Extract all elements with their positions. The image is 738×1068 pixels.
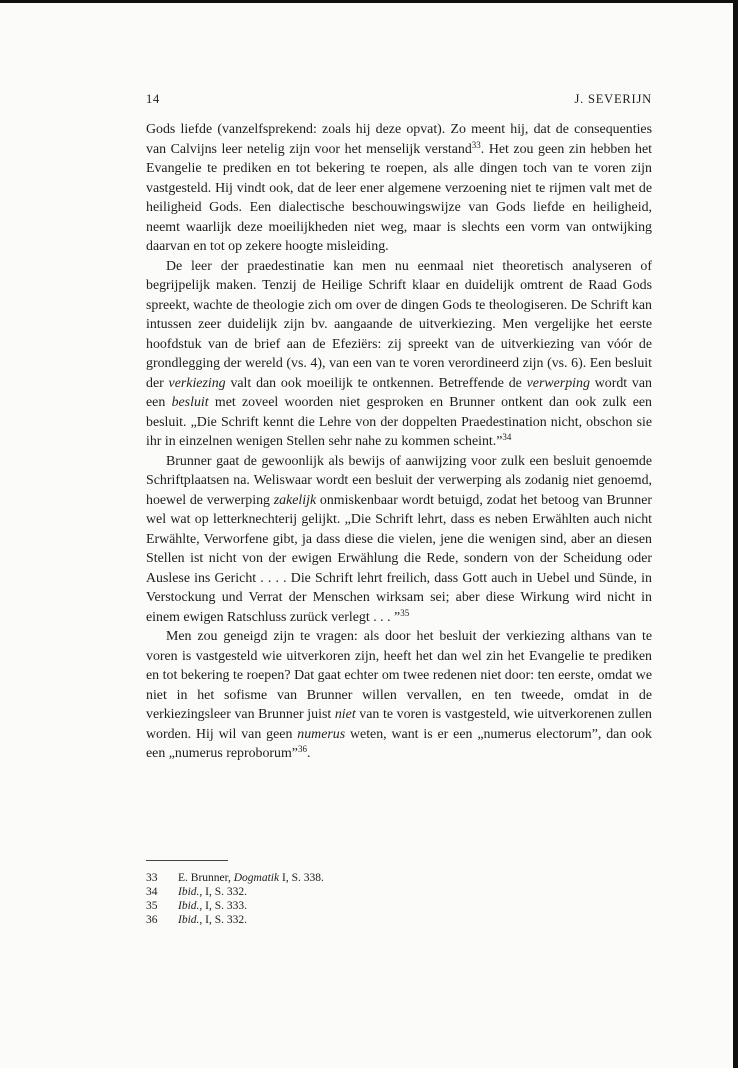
paragraph-text: van te voren is vastgesteld, wie uitverkorenen zullen worden. Hij wil van geen xyxy=(146,707,652,742)
paragraph xyxy=(146,627,652,764)
footnote-italic: Ibid. xyxy=(178,886,200,898)
footnote-text: , I, S. 332. xyxy=(199,886,248,898)
paragraph-text: Brunner gaat de gewoonlijk als bewijs of aanwijzing voor zulk een besluit genoemde Schriftplaatsen na. Weliswaar wordt een besluit der verwerping als zodanig niet genoemd, hoewel de verwerping xyxy=(146,453,652,508)
paragraph-text: valt dan ook moeilijk te ontkennen. Betreffende de xyxy=(225,375,527,391)
paragraph-text: onmiskenbaar wordt betuigd, zodat het betoog van Brunner wel wat op letterknechterij gelijkt. „Die Schrift lehrt, dass es neben Erwählten auch nicht Erwählte, Verworfene gibt, ja dass diese die vielen, jene die wenigen sind, aber an diesen Stellen ist nicht von der ewigen Erwählung die Rede, sondern von der Scheidung oder Auslese ins Gericht . . . . Die Schrift lehrt freilich, dass Gott auch in Uebel und Sünde, in Verstockung und Verrat der Menschen wirksam sei; aber diese Wirkung wird nicht in einem ewigen Ratschluss zurück verlegt . . . ” xyxy=(146,492,652,625)
paragraph-italic: numerus xyxy=(297,726,346,742)
footnote xyxy=(146,885,652,899)
paragraph-italic: verkiezing xyxy=(168,375,226,391)
footnote xyxy=(146,913,652,927)
paragraph-text: weten, want is er een „numerus electorum”, dan ook een „numerus reproborum” xyxy=(146,726,652,761)
paragraph-italic: verwerping xyxy=(526,375,590,391)
running-head-author: J. SEVERIJN xyxy=(574,92,652,106)
paragraph xyxy=(146,257,652,452)
scan-border-top xyxy=(0,0,738,3)
paragraph-text: De leer der praedestinatie kan men nu eenmaal niet theoretisch analyseren of begrijpelijk maken. Tenzij de Heilige Schrift klaar en duidelijk omtrent de Raad Gods spreekt, wachte de theologie zich om over de dingen Gods te theologiseren. De Schrift kan intussen zeer duidelijk zijn bv. aangaande de uitverkiezing. Men vergelijke het eerste hoofdstuk van de brief aan de Efeziërs: zij spreekt van de uitverkiezing van vóór de grondlegging der wereld (vs. 4), van een van te voren verordineerd zijn (vs. 6). Een besluit der xyxy=(146,258,652,391)
footnote-number: 33 xyxy=(146,872,158,884)
paragraph-text: met zoveel woorden niet gesproken en Brunner ontkent dan ook zulk een besluit. „Die Schrift kennt die Lehre von der doppelten Praedestination nicht, obschon sie ihr in einzelnen wenigen Stellen sehr nahe zu kommen scheint.” xyxy=(146,395,652,449)
paragraph-text: wordt van een xyxy=(146,375,652,410)
footnote-text xyxy=(178,871,324,885)
footnote-ref: 34 xyxy=(502,432,512,442)
footnote xyxy=(146,871,652,885)
paragraph-text: . Het zou geen zin hebben het Evangelie te prediken en tot bekering te roepen, als alle dingen toch van te voren zijn vastgesteld. Hij vindt ook, dat de leer ener algemene verzoening niet te rijmen valt met de heiligheid Gods. Een dialectische beschouwingswijze van Gods liefde en heiligheid, neemt waarlijk deze moeilijkheden niet weg, maar is slechts een vorm van ontwijking daarvan en tot op zekere hoogte misleiding. xyxy=(146,141,652,254)
footnote xyxy=(146,899,652,913)
paragraph-italic: besluit xyxy=(171,395,209,410)
paragraph-italic: niet xyxy=(334,707,356,722)
footnote-number: 35 xyxy=(146,900,158,912)
scan-border-right xyxy=(733,0,738,1068)
footnote-ref: 36 xyxy=(297,744,307,754)
footnote-divider xyxy=(146,860,228,861)
paragraph-text: . xyxy=(306,746,311,761)
footnote-italic: Ibid. xyxy=(178,914,200,926)
footnote-number: 36 xyxy=(146,914,158,926)
footnote-text xyxy=(178,885,247,899)
footnote-ref: 35 xyxy=(400,607,410,618)
footnote-text: I, S. 338. xyxy=(279,872,324,884)
paragraph xyxy=(146,120,652,257)
footnote-ref: 33 xyxy=(471,139,481,150)
footnote-text: E. Brunner, xyxy=(178,872,234,884)
body-text xyxy=(146,120,652,764)
footnote-text xyxy=(178,899,247,913)
paragraph-text: Men zou geneigd zijn te vragen: als door het besluit der verkiezing althans van te voren is vastgesteld wie uitverkoren zijn, heeft het dan wel zin het Evangelie te prediken en tot bekering te roepen? Dat gaat echter om twee redenen niet door: ten eerste, omdat we niet in het sofisme van Brunner willen vervallen, en ten tweede, omdat in de verkiezingsleer van Brunner juist xyxy=(146,629,652,722)
footnotes xyxy=(146,871,652,927)
footnote-italic: Dogmatik xyxy=(233,872,280,884)
footnote-number: 34 xyxy=(146,886,158,898)
footnote-text: , I, S. 332. xyxy=(199,914,248,926)
footnote-text xyxy=(178,913,247,927)
footnote-italic: Ibid. xyxy=(178,900,200,912)
page-number: 14 xyxy=(146,92,161,106)
paragraph xyxy=(146,452,652,628)
paragraph-text: Gods liefde (vanzelfsprekend: zoals hij deze opvat). Zo meent hij, dat de consequenties van Calvijns leer netelig zijn voor het menselijk verstand xyxy=(146,122,652,157)
paragraph-italic: zakelijk xyxy=(273,492,317,508)
footnote-text: , I, S. 333. xyxy=(199,900,248,912)
